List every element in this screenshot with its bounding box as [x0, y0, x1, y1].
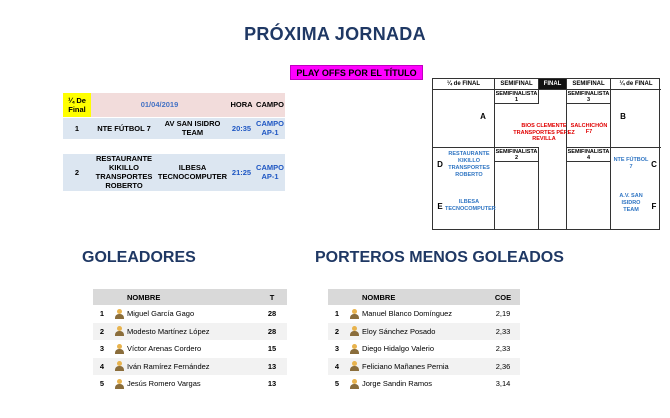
match-home: RESTAURANTE KIKILLO TRANSPORTES ROBERTO — [91, 153, 157, 191]
bracket-head-qf-right: ¼ de FINAL — [611, 79, 661, 90]
player-avatar-icon — [115, 344, 124, 354]
col-campo: CAMPO — [255, 93, 285, 117]
team-e: ILBESA TECNOCOMPUTER — [445, 199, 496, 212]
table-row — [93, 340, 287, 358]
row-name: Diego Hidalgo Valerio — [362, 344, 434, 354]
qf-label-line2: Final — [68, 104, 86, 114]
match-row — [63, 153, 285, 191]
match-home: NTE FÚTBOL 7 — [91, 117, 157, 139]
match-away: AV SAN ISIDRO TEAM — [157, 117, 228, 139]
scorers-col-name: NOMBRE — [127, 289, 257, 305]
row-pos: 5 — [99, 379, 105, 389]
bracket-empty — [611, 90, 661, 148]
keepers-title: PORTEROS MENOS GOLEADOS — [315, 249, 564, 266]
scorers-header — [93, 289, 287, 305]
row-val: 28 — [257, 323, 287, 341]
semi-1: SEMIFINALISTA 1 — [495, 91, 538, 103]
bracket-head-semi-left: SEMIFINAL — [495, 79, 539, 90]
schedule-date: 01/04/2019 — [91, 93, 228, 117]
bracket-empty — [567, 162, 611, 230]
match-field: CAMPO AP-1 — [255, 117, 285, 139]
team-a: BIOS CLEMENTE TRANSPORTES PÉREZ REVILLA — [513, 123, 575, 142]
bracket-head-semi-right: SEMIFINAL — [567, 79, 611, 90]
bracket-final-slot — [539, 90, 567, 230]
col-hora: HORA — [228, 93, 255, 117]
row-val: 15 — [267, 344, 277, 354]
row-pos: 1 — [99, 309, 105, 319]
row-name: Manuel Blanco Domínguez — [362, 309, 453, 319]
player-avatar-icon — [350, 379, 359, 389]
row-pos: 3 — [99, 344, 105, 354]
playoff-bracket: ¼ de FINAL SEMIFINAL FINAL SEMIFINAL ¼ de FINAL SEMIFINALISTA 1 BIOS CLEMENTE TRANSPORTES PÉREZ REVILLA SEMIFINALISTA 2 SEMIFINALISTA 3 SALCHICHÓN F7 SEMIFINALISTA 4 A B D E C F RESTAURANTE KIKILLO TRANSPORTES ROBERTO ILBESA TECNOCOMPUTER NTE FÚTBOL 7 A.V. SAN ISIDRO TEAM — [432, 78, 660, 230]
player-avatar-icon — [115, 309, 124, 319]
keepers-header — [328, 289, 520, 305]
match-time: 21:25 — [228, 153, 255, 191]
bracket-empty — [495, 162, 539, 230]
row-val: 2,19 — [495, 309, 511, 319]
scorers-col-val: T — [257, 289, 287, 305]
row-pos: 4 — [93, 358, 111, 376]
schedule-header-row — [63, 93, 285, 117]
match-row — [63, 117, 285, 139]
semi-4: SEMIFINALISTA 4 — [567, 149, 610, 161]
row-name: Jorge Sandin Ramos — [362, 379, 433, 389]
keepers-table — [328, 289, 520, 393]
keepers-col-val: COE — [486, 289, 520, 305]
team-c: NTE FÚTBOL 7 — [613, 157, 649, 170]
row-name: Jesús Romero Vargas — [127, 379, 201, 389]
page-title: PRÓXIMA JORNADA — [244, 24, 426, 44]
player-avatar-icon — [350, 344, 359, 354]
row-name: Iván Ramírez Fernández — [127, 358, 257, 376]
player-avatar-icon — [350, 309, 359, 319]
schedule-table — [63, 93, 285, 191]
table-row — [328, 358, 520, 376]
row-val: 3,14 — [495, 379, 511, 389]
row-name: Miguel García Gago — [127, 309, 195, 319]
table-row — [93, 375, 287, 393]
table-row — [93, 358, 287, 376]
bracket-head-qf-left: ¼ de FINAL — [433, 79, 495, 90]
row-name: Eloy Sánchez Posado — [362, 323, 486, 341]
playoff-banner: PLAY OFFS POR EL TÍTULO — [290, 65, 423, 80]
scorers-title: GOLEADORES — [82, 249, 196, 266]
table-row — [328, 323, 520, 341]
match-num: 1 — [63, 117, 91, 139]
row-pos: 1 — [334, 309, 340, 319]
row-val: 13 — [267, 379, 277, 389]
row-pos: 2 — [328, 323, 346, 341]
player-avatar-icon — [115, 379, 124, 389]
match-away: ILBESA TECNOCOMPUTER — [157, 153, 228, 191]
table-row — [328, 305, 520, 323]
table-row — [93, 323, 287, 341]
match-num: 2 — [63, 153, 91, 191]
row-pos: 2 — [93, 323, 111, 341]
team-d: RESTAURANTE KIKILLO TRANSPORTES ROBERTO — [448, 151, 490, 178]
row-pos: 3 — [334, 344, 340, 354]
qf-label-line1: ¼ De — [68, 95, 86, 105]
player-avatar-icon — [115, 361, 124, 371]
team-b: SALCHICHÓN F7 — [570, 123, 608, 135]
table-row — [93, 305, 287, 323]
row-val: 2,33 — [486, 323, 520, 341]
row-val: 28 — [267, 309, 277, 319]
row-val: 13 — [257, 358, 287, 376]
team-f: A.V. SAN ISIDRO TEAM — [619, 193, 643, 213]
row-val: 2,33 — [495, 344, 511, 354]
row-pos: 5 — [334, 379, 340, 389]
row-name: Víctor Arenas Cordero — [127, 344, 202, 354]
player-avatar-icon — [115, 326, 124, 336]
table-row — [328, 375, 520, 393]
scorers-table — [93, 289, 287, 393]
player-avatar-icon — [350, 326, 359, 336]
semi-2: SEMIFINALISTA 2 — [495, 149, 538, 161]
row-name: Feliciano Mañanes Pernia — [362, 358, 486, 376]
qf-label-cell — [63, 93, 91, 117]
table-row — [328, 340, 520, 358]
row-val: 2,36 — [486, 358, 520, 376]
match-time: 20:35 — [228, 117, 255, 139]
match-field: CAMPO AP-1 — [255, 153, 285, 191]
semi-3: SEMIFINALISTA 3 — [567, 91, 610, 103]
row-pos: 4 — [328, 358, 346, 376]
bracket-head-final: FINAL — [539, 79, 567, 90]
player-avatar-icon — [350, 361, 359, 371]
keepers-col-name: NOMBRE — [362, 289, 486, 305]
row-name: Modesto Martínez López — [127, 323, 257, 341]
